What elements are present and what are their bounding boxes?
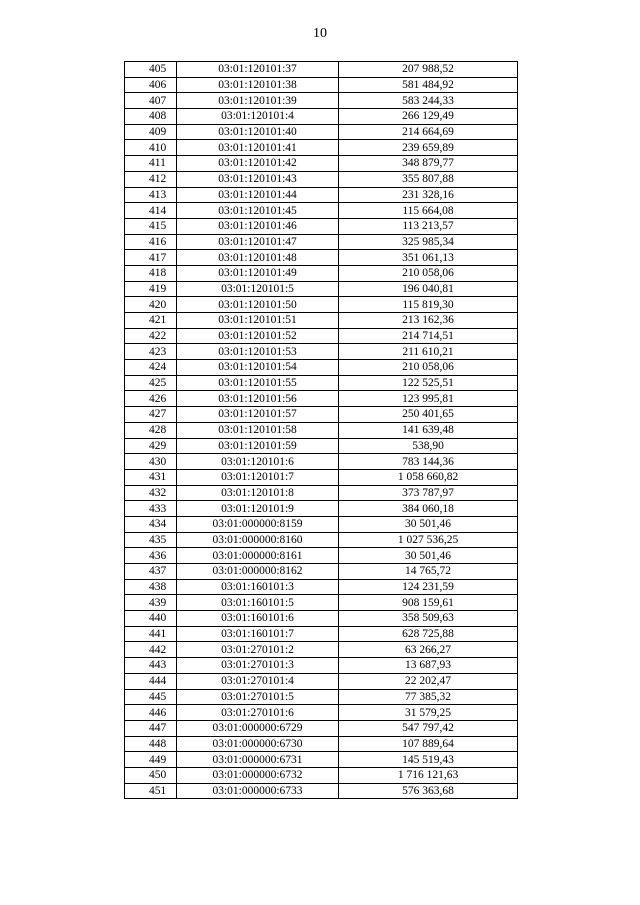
table-row xyxy=(125,642,518,658)
table-row xyxy=(125,720,518,736)
table-row xyxy=(125,218,518,234)
row-number-cell: 432 xyxy=(125,485,177,501)
cadastral-value-cell: 107 889,64 xyxy=(339,736,518,752)
table-row xyxy=(125,752,518,768)
cadastral-value-cell: 373 787,97 xyxy=(339,485,518,501)
row-number-cell: 446 xyxy=(125,705,177,721)
row-number-cell: 450 xyxy=(125,767,177,783)
table-row xyxy=(125,140,518,156)
table-row xyxy=(125,485,518,501)
row-number-cell: 407 xyxy=(125,93,177,109)
cadastral-number-cell: 03:01:120101:4 xyxy=(177,109,339,125)
cadastral-number-cell: 03:01:160101:6 xyxy=(177,611,339,627)
cadastral-number-cell: 03:01:160101:7 xyxy=(177,626,339,642)
row-number-cell: 406 xyxy=(125,77,177,93)
cadastral-number-cell: 03:01:120101:44 xyxy=(177,187,339,203)
cadastral-number-cell: 03:01:000000:8159 xyxy=(177,516,339,532)
cadastral-value-cell: 145 519,43 xyxy=(339,752,518,768)
cadastral-number-cell: 03:01:000000:6731 xyxy=(177,752,339,768)
table-row xyxy=(125,783,518,799)
cadastral-number-cell: 03:01:160101:5 xyxy=(177,595,339,611)
cadastral-value-cell: 250 401,65 xyxy=(339,407,518,423)
cadastral-value-cell: 908 159,61 xyxy=(339,595,518,611)
table-row xyxy=(125,501,518,517)
row-number-cell: 441 xyxy=(125,626,177,642)
cadastral-value-cell: 1 716 121,63 xyxy=(339,767,518,783)
row-number-cell: 440 xyxy=(125,611,177,627)
cadastral-number-cell: 03:01:120101:53 xyxy=(177,344,339,360)
row-number-cell: 435 xyxy=(125,532,177,548)
cadastral-number-cell: 03:01:000000:6730 xyxy=(177,736,339,752)
cadastral-number-cell: 03:01:120101:6 xyxy=(177,454,339,470)
cadastral-number-cell: 03:01:270101:6 xyxy=(177,705,339,721)
cadastral-number-cell: 03:01:120101:43 xyxy=(177,171,339,187)
cadastral-number-cell: 03:01:000000:6733 xyxy=(177,783,339,799)
table-row xyxy=(125,767,518,783)
cadastral-value-cell: 266 129,49 xyxy=(339,109,518,125)
table-row xyxy=(125,93,518,109)
cadastral-number-cell: 03:01:120101:7 xyxy=(177,469,339,485)
table-row xyxy=(125,579,518,595)
table-row xyxy=(125,234,518,250)
cadastral-value-cell: 122 525,51 xyxy=(339,375,518,391)
row-number-cell: 428 xyxy=(125,422,177,438)
cadastral-value-cell: 13 687,93 xyxy=(339,658,518,674)
table-row xyxy=(125,422,518,438)
cadastral-number-cell: 03:01:120101:51 xyxy=(177,313,339,329)
row-number-cell: 419 xyxy=(125,281,177,297)
table-row xyxy=(125,689,518,705)
table-row xyxy=(125,203,518,219)
table-row xyxy=(125,124,518,140)
cadastral-number-cell: 03:01:120101:8 xyxy=(177,485,339,501)
cadastral-value-cell: 325 985,34 xyxy=(339,234,518,250)
row-number-cell: 415 xyxy=(125,218,177,234)
cadastral-number-cell: 03:01:120101:37 xyxy=(177,62,339,78)
cadastral-number-cell: 03:01:270101:2 xyxy=(177,642,339,658)
cadastral-value-cell: 196 040,81 xyxy=(339,281,518,297)
cadastral-value-cell: 213 162,36 xyxy=(339,313,518,329)
table-row xyxy=(125,375,518,391)
row-number-cell: 429 xyxy=(125,438,177,454)
row-number-cell: 444 xyxy=(125,673,177,689)
cadastral-number-cell: 03:01:120101:9 xyxy=(177,501,339,517)
cadastral-value-cell: 211 610,21 xyxy=(339,344,518,360)
row-number-cell: 434 xyxy=(125,516,177,532)
cadastral-value-cell: 358 509,63 xyxy=(339,611,518,627)
cadastral-value-cell: 115 664,08 xyxy=(339,203,518,219)
cadastral-value-cell: 115 819,30 xyxy=(339,297,518,313)
table-body xyxy=(125,62,518,799)
cadastral-value-cell: 63 266,27 xyxy=(339,642,518,658)
cadastral-number-cell: 03:01:000000:6732 xyxy=(177,767,339,783)
table-row xyxy=(125,673,518,689)
table-row xyxy=(125,281,518,297)
cadastral-value-cell: 348 879,77 xyxy=(339,156,518,172)
cadastral-number-cell: 03:01:120101:5 xyxy=(177,281,339,297)
table-row xyxy=(125,516,518,532)
cadastral-number-cell: 03:01:120101:48 xyxy=(177,250,339,266)
cadastral-value-cell: 214 664,69 xyxy=(339,124,518,140)
cadastral-number-cell: 03:01:120101:50 xyxy=(177,297,339,313)
row-number-cell: 416 xyxy=(125,234,177,250)
cadastral-value-cell: 214 714,51 xyxy=(339,328,518,344)
cadastral-value-cell: 210 058,06 xyxy=(339,265,518,281)
table-row xyxy=(125,532,518,548)
row-number-cell: 408 xyxy=(125,109,177,125)
table-row xyxy=(125,548,518,564)
row-number-cell: 424 xyxy=(125,360,177,376)
row-number-cell: 426 xyxy=(125,391,177,407)
row-number-cell: 413 xyxy=(125,187,177,203)
row-number-cell: 411 xyxy=(125,156,177,172)
table-row xyxy=(125,250,518,266)
cadastral-value-cell: 1 027 536,25 xyxy=(339,532,518,548)
table-row xyxy=(125,611,518,627)
table-row xyxy=(125,187,518,203)
cadastral-value-cell: 30 501,46 xyxy=(339,548,518,564)
row-number-cell: 414 xyxy=(125,203,177,219)
cadastral-number-cell: 03:01:120101:58 xyxy=(177,422,339,438)
cadastral-number-cell: 03:01:000000:8161 xyxy=(177,548,339,564)
cadastral-value-cell: 30 501,46 xyxy=(339,516,518,532)
row-number-cell: 437 xyxy=(125,564,177,580)
cadastral-number-cell: 03:01:000000:6729 xyxy=(177,720,339,736)
table-row xyxy=(125,705,518,721)
table-row xyxy=(125,156,518,172)
table-row xyxy=(125,658,518,674)
row-number-cell: 423 xyxy=(125,344,177,360)
table-row xyxy=(125,62,518,78)
cadastral-number-cell: 03:01:120101:40 xyxy=(177,124,339,140)
cadastral-number-cell: 03:01:270101:5 xyxy=(177,689,339,705)
table-row xyxy=(125,297,518,313)
cadastral-value-cell: 538,90 xyxy=(339,438,518,454)
cadastral-number-cell: 03:01:120101:42 xyxy=(177,156,339,172)
cadastral-value-cell: 628 725,88 xyxy=(339,626,518,642)
row-number-cell: 420 xyxy=(125,297,177,313)
row-number-cell: 431 xyxy=(125,469,177,485)
table-row xyxy=(125,469,518,485)
cadastral-value-cell: 1 058 660,82 xyxy=(339,469,518,485)
cadastral-number-cell: 03:01:270101:3 xyxy=(177,658,339,674)
row-number-cell: 448 xyxy=(125,736,177,752)
cadastral-value-cell: 124 231,59 xyxy=(339,579,518,595)
table-row xyxy=(125,595,518,611)
table-row xyxy=(125,454,518,470)
table-row xyxy=(125,77,518,93)
cadastral-value-cell: 239 659,89 xyxy=(339,140,518,156)
table-row xyxy=(125,391,518,407)
cadastral-value-cell: 123 995,81 xyxy=(339,391,518,407)
cadastral-value-cell: 231 328,16 xyxy=(339,187,518,203)
table-row xyxy=(125,736,518,752)
cadastral-number-cell: 03:01:120101:45 xyxy=(177,203,339,219)
cadastral-number-cell: 03:01:120101:55 xyxy=(177,375,339,391)
row-number-cell: 438 xyxy=(125,579,177,595)
cadastral-value-cell: 31 579,25 xyxy=(339,705,518,721)
table-row xyxy=(125,109,518,125)
cadastral-value-cell: 384 060,18 xyxy=(339,501,518,517)
table-row xyxy=(125,564,518,580)
cadastral-number-cell: 03:01:120101:47 xyxy=(177,234,339,250)
cadastral-number-cell: 03:01:120101:54 xyxy=(177,360,339,376)
row-number-cell: 445 xyxy=(125,689,177,705)
row-number-cell: 436 xyxy=(125,548,177,564)
row-number-cell: 421 xyxy=(125,313,177,329)
row-number-cell: 451 xyxy=(125,783,177,799)
page-number: 10 xyxy=(313,26,327,41)
table-row xyxy=(125,407,518,423)
cadastral-value-cell: 141 639,48 xyxy=(339,422,518,438)
cadastral-value-cell: 22 202,47 xyxy=(339,673,518,689)
cadastral-number-cell: 03:01:120101:39 xyxy=(177,93,339,109)
table-row xyxy=(125,360,518,376)
table-row xyxy=(125,328,518,344)
cadastral-number-cell: 03:01:120101:41 xyxy=(177,140,339,156)
cadastral-value-table xyxy=(124,61,518,799)
cadastral-number-cell: 03:01:270101:4 xyxy=(177,673,339,689)
table-row xyxy=(125,438,518,454)
cadastral-number-cell: 03:01:120101:57 xyxy=(177,407,339,423)
row-number-cell: 433 xyxy=(125,501,177,517)
cadastral-value-cell: 14 765,72 xyxy=(339,564,518,580)
table-row xyxy=(125,265,518,281)
cadastral-value-cell: 77 385,32 xyxy=(339,689,518,705)
cadastral-number-cell: 03:01:120101:56 xyxy=(177,391,339,407)
row-number-cell: 447 xyxy=(125,720,177,736)
cadastral-value-cell: 207 988,52 xyxy=(339,62,518,78)
cadastral-value-cell: 581 484,92 xyxy=(339,77,518,93)
row-number-cell: 417 xyxy=(125,250,177,266)
cadastral-value-cell: 351 061,13 xyxy=(339,250,518,266)
row-number-cell: 405 xyxy=(125,62,177,78)
cadastral-value-cell: 576 363,68 xyxy=(339,783,518,799)
table-row xyxy=(125,171,518,187)
cadastral-number-cell: 03:01:120101:46 xyxy=(177,218,339,234)
row-number-cell: 449 xyxy=(125,752,177,768)
cadastral-number-cell: 03:01:120101:49 xyxy=(177,265,339,281)
cadastral-number-cell: 03:01:120101:38 xyxy=(177,77,339,93)
cadastral-number-cell: 03:01:120101:52 xyxy=(177,328,339,344)
row-number-cell: 439 xyxy=(125,595,177,611)
table-row xyxy=(125,344,518,360)
row-number-cell: 410 xyxy=(125,140,177,156)
row-number-cell: 443 xyxy=(125,658,177,674)
row-number-cell: 412 xyxy=(125,171,177,187)
table-row xyxy=(125,313,518,329)
row-number-cell: 442 xyxy=(125,642,177,658)
cadastral-value-cell: 547 797,42 xyxy=(339,720,518,736)
row-number-cell: 430 xyxy=(125,454,177,470)
table-row xyxy=(125,626,518,642)
row-number-cell: 425 xyxy=(125,375,177,391)
cadastral-value-cell: 113 213,57 xyxy=(339,218,518,234)
cadastral-value-cell: 210 058,06 xyxy=(339,360,518,376)
cadastral-number-cell: 03:01:000000:8162 xyxy=(177,564,339,580)
cadastral-number-cell: 03:01:160101:3 xyxy=(177,579,339,595)
cadastral-number-cell: 03:01:120101:59 xyxy=(177,438,339,454)
cadastral-value-cell: 355 807,88 xyxy=(339,171,518,187)
row-number-cell: 422 xyxy=(125,328,177,344)
row-number-cell: 427 xyxy=(125,407,177,423)
cadastral-value-cell: 783 144,36 xyxy=(339,454,518,470)
cadastral-value-cell: 583 244,33 xyxy=(339,93,518,109)
cadastral-number-cell: 03:01:000000:8160 xyxy=(177,532,339,548)
row-number-cell: 409 xyxy=(125,124,177,140)
row-number-cell: 418 xyxy=(125,265,177,281)
